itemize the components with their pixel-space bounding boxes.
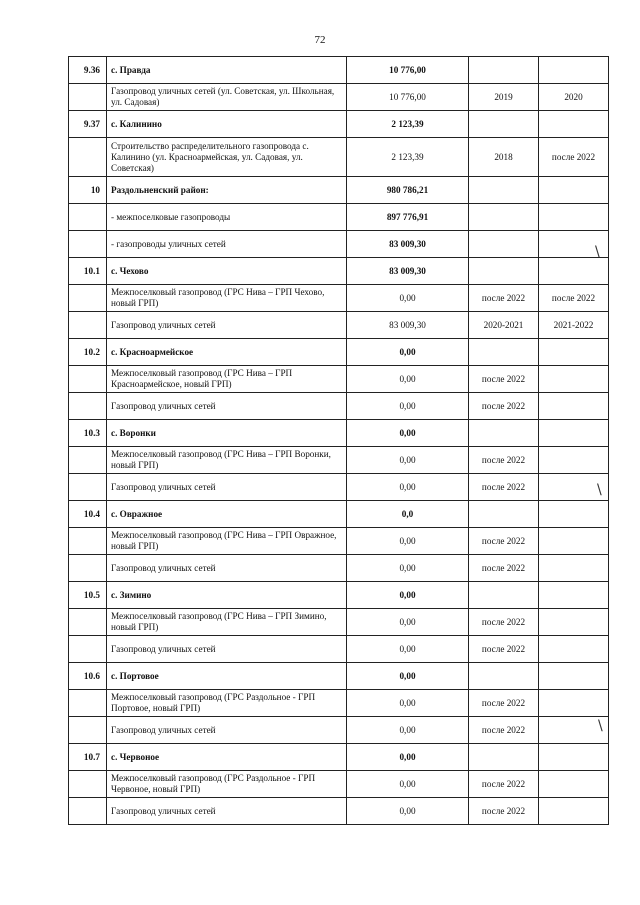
- table-row: [69, 717, 609, 744]
- table-row: [69, 339, 609, 366]
- row-start-year-cell: после 2022: [469, 528, 539, 555]
- row-end-year-cell: [539, 528, 609, 555]
- gas-pipeline-table: [68, 56, 609, 825]
- row-sum-cell: 2 123,39: [347, 111, 469, 138]
- row-name-cell: с. Червоное: [107, 744, 347, 771]
- table-row: [69, 204, 609, 231]
- row-start-year-cell: [469, 582, 539, 609]
- row-number-cell: 10.4: [69, 501, 107, 528]
- row-name-cell: с. Портовое: [107, 663, 347, 690]
- table-row: [69, 57, 609, 84]
- row-sum-cell: 10 776,00: [347, 84, 469, 111]
- table-row: [69, 420, 609, 447]
- row-end-year-cell: [539, 420, 609, 447]
- row-number-cell: [69, 798, 107, 825]
- row-sum-cell: 0,00: [347, 771, 469, 798]
- row-start-year-cell: [469, 420, 539, 447]
- row-sum-cell: 0,00: [347, 717, 469, 744]
- table-row: [69, 312, 609, 339]
- row-name-cell: с. Овражное: [107, 501, 347, 528]
- row-end-year-cell: [539, 447, 609, 474]
- row-number-cell: [69, 474, 107, 501]
- row-end-year-cell: [539, 339, 609, 366]
- row-number-cell: 10.2: [69, 339, 107, 366]
- row-name-cell: Межпоселковый газопровод (ГРС Нива – ГРП Овражное, новый ГРП): [107, 528, 347, 555]
- table-row: [69, 690, 609, 717]
- row-number-cell: [69, 138, 107, 177]
- row-start-year-cell: после 2022: [469, 609, 539, 636]
- row-sum-cell: 0,00: [347, 636, 469, 663]
- handwritten-tick-mark: \: [597, 482, 602, 498]
- table-row: [69, 798, 609, 825]
- table-row: [69, 231, 609, 258]
- table-row: [69, 258, 609, 285]
- page-number: 72: [314, 34, 326, 46]
- row-end-year-cell: [539, 366, 609, 393]
- row-sum-cell: 2 123,39: [347, 138, 469, 177]
- row-end-year-cell: [539, 690, 609, 717]
- table-row: [69, 555, 609, 582]
- row-sum-cell: 0,00: [347, 474, 469, 501]
- table-row: [69, 771, 609, 798]
- row-sum-cell: 0,00: [347, 366, 469, 393]
- row-number-cell: [69, 609, 107, 636]
- row-start-year-cell: [469, 501, 539, 528]
- row-number-cell: [69, 204, 107, 231]
- row-start-year-cell: после 2022: [469, 393, 539, 420]
- row-number-cell: [69, 636, 107, 663]
- row-start-year-cell: после 2022: [469, 366, 539, 393]
- row-start-year-cell: [469, 663, 539, 690]
- row-number-cell: 9.37: [69, 111, 107, 138]
- row-sum-cell: 0,00: [347, 339, 469, 366]
- row-sum-cell: 0,00: [347, 744, 469, 771]
- row-name-cell: Газопровод уличных сетей: [107, 312, 347, 339]
- row-start-year-cell: 2019: [469, 84, 539, 111]
- row-sum-cell: 0,00: [347, 663, 469, 690]
- row-start-year-cell: [469, 204, 539, 231]
- row-end-year-cell: [539, 582, 609, 609]
- row-number-cell: 10.7: [69, 744, 107, 771]
- row-name-cell: Газопровод уличных сетей: [107, 555, 347, 582]
- table-row: [69, 447, 609, 474]
- row-start-year-cell: после 2022: [469, 690, 539, 717]
- row-name-cell: с. Воронки: [107, 420, 347, 447]
- row-name-cell: Межпоселковый газопровод (ГРС Нива – ГРП Воронки, новый ГРП): [107, 447, 347, 474]
- row-name-cell: - межпоселковые газопроводы: [107, 204, 347, 231]
- row-name-cell: Межпоселковый газопровод (ГРС Раздольное - ГРП Портовое, новый ГРП): [107, 690, 347, 717]
- row-end-year-cell: [539, 609, 609, 636]
- row-name-cell: Межпоселковый газопровод (ГРС Нива – ГРП Зимино, новый ГРП): [107, 609, 347, 636]
- row-start-year-cell: после 2022: [469, 717, 539, 744]
- row-end-year-cell: 2021-2022: [539, 312, 609, 339]
- row-number-cell: [69, 555, 107, 582]
- row-number-cell: 10.1: [69, 258, 107, 285]
- row-number-cell: [69, 231, 107, 258]
- row-end-year-cell: [539, 798, 609, 825]
- row-end-year-cell: [539, 258, 609, 285]
- row-end-year-cell: [539, 501, 609, 528]
- table-row: [69, 663, 609, 690]
- row-name-cell: с. Чехово: [107, 258, 347, 285]
- row-end-year-cell: [539, 393, 609, 420]
- row-start-year-cell: после 2022: [469, 285, 539, 312]
- row-number-cell: [69, 717, 107, 744]
- row-sum-cell: 0,00: [347, 690, 469, 717]
- row-number-cell: 9.36: [69, 57, 107, 84]
- row-sum-cell: 0,00: [347, 528, 469, 555]
- row-name-cell: Газопровод уличных сетей: [107, 393, 347, 420]
- table-row: [69, 582, 609, 609]
- row-number-cell: [69, 366, 107, 393]
- row-start-year-cell: после 2022: [469, 798, 539, 825]
- row-start-year-cell: [469, 339, 539, 366]
- row-sum-cell: 0,00: [347, 393, 469, 420]
- row-end-year-cell: после 2022: [539, 138, 609, 177]
- row-start-year-cell: [469, 177, 539, 204]
- row-name-cell: с. Калинино: [107, 111, 347, 138]
- row-start-year-cell: [469, 258, 539, 285]
- row-sum-cell: 0,00: [347, 447, 469, 474]
- row-sum-cell: 10 776,00: [347, 57, 469, 84]
- row-start-year-cell: [469, 57, 539, 84]
- table-row: [69, 177, 609, 204]
- row-number-cell: 10.5: [69, 582, 107, 609]
- row-sum-cell: 0,00: [347, 285, 469, 312]
- row-number-cell: 10.6: [69, 663, 107, 690]
- row-sum-cell: 980 786,21: [347, 177, 469, 204]
- row-start-year-cell: после 2022: [469, 771, 539, 798]
- row-name-cell: с. Красноармейское: [107, 339, 347, 366]
- row-name-cell: с. Зимино: [107, 582, 347, 609]
- row-sum-cell: 83 009,30: [347, 258, 469, 285]
- row-number-cell: 10.3: [69, 420, 107, 447]
- table-row: [69, 501, 609, 528]
- row-number-cell: [69, 690, 107, 717]
- row-end-year-cell: [539, 111, 609, 138]
- row-number-cell: [69, 285, 107, 312]
- row-name-cell: Газопровод уличных сетей: [107, 636, 347, 663]
- row-number-cell: [69, 528, 107, 555]
- row-start-year-cell: после 2022: [469, 636, 539, 663]
- row-number-cell: [69, 447, 107, 474]
- table-row: [69, 528, 609, 555]
- row-name-cell: с. Правда: [107, 57, 347, 84]
- table-row: [69, 138, 609, 177]
- row-name-cell: - газопроводы уличных сетей: [107, 231, 347, 258]
- row-end-year-cell: [539, 663, 609, 690]
- row-end-year-cell: 2020: [539, 84, 609, 111]
- row-number-cell: 10: [69, 177, 107, 204]
- row-start-year-cell: после 2022: [469, 555, 539, 582]
- row-number-cell: [69, 393, 107, 420]
- row-end-year-cell: [539, 636, 609, 663]
- table-row: [69, 744, 609, 771]
- table-row: [69, 393, 609, 420]
- row-start-year-cell: [469, 744, 539, 771]
- row-number-cell: [69, 312, 107, 339]
- row-name-cell: Межпоселковый газопровод (ГРС Раздольное - ГРП Червоное, новый ГРП): [107, 771, 347, 798]
- row-name-cell: Раздольненский район:: [107, 177, 347, 204]
- table-body: [69, 57, 609, 825]
- row-number-cell: [69, 771, 107, 798]
- handwritten-tick-mark: \: [595, 244, 600, 260]
- row-end-year-cell: [539, 555, 609, 582]
- table-row: [69, 474, 609, 501]
- handwritten-tick-mark: \: [598, 718, 603, 734]
- row-name-cell: Межпоселковый газопровод (ГРС Нива – ГРП Красноармейское, новый ГРП): [107, 366, 347, 393]
- row-end-year-cell: [539, 744, 609, 771]
- row-name-cell: Газопровод уличных сетей: [107, 798, 347, 825]
- table-row: [69, 111, 609, 138]
- row-sum-cell: 0,00: [347, 555, 469, 582]
- row-sum-cell: 83 009,30: [347, 231, 469, 258]
- row-start-year-cell: [469, 111, 539, 138]
- row-sum-cell: 0,00: [347, 609, 469, 636]
- row-end-year-cell: [539, 771, 609, 798]
- row-number-cell: [69, 84, 107, 111]
- row-start-year-cell: после 2022: [469, 447, 539, 474]
- row-name-cell: Газопровод уличных сетей (ул. Советская, ул. Школьная, ул. Садовая): [107, 84, 347, 111]
- row-sum-cell: 0,0: [347, 501, 469, 528]
- row-sum-cell: 897 776,91: [347, 204, 469, 231]
- table-row: [69, 636, 609, 663]
- row-end-year-cell: после 2022: [539, 285, 609, 312]
- row-sum-cell: 0,00: [347, 420, 469, 447]
- row-sum-cell: 83 009,30: [347, 312, 469, 339]
- table-row: [69, 84, 609, 111]
- table-row: [69, 609, 609, 636]
- row-name-cell: Межпоселковый газопровод (ГРС Нива – ГРП Чехово, новый ГРП): [107, 285, 347, 312]
- row-end-year-cell: [539, 177, 609, 204]
- row-start-year-cell: после 2022: [469, 474, 539, 501]
- row-name-cell: Газопровод уличных сетей: [107, 474, 347, 501]
- row-start-year-cell: 2018: [469, 138, 539, 177]
- row-name-cell: Газопровод уличных сетей: [107, 717, 347, 744]
- row-end-year-cell: [539, 57, 609, 84]
- row-name-cell: Строительство распределительного газопровода с. Калинино (ул. Красноармейская, ул. Садовая, ул. Советская): [107, 138, 347, 177]
- row-end-year-cell: [539, 204, 609, 231]
- row-start-year-cell: 2020-2021: [469, 312, 539, 339]
- table-row: [69, 366, 609, 393]
- row-start-year-cell: [469, 231, 539, 258]
- row-sum-cell: 0,00: [347, 798, 469, 825]
- table-row: [69, 285, 609, 312]
- row-sum-cell: 0,00: [347, 582, 469, 609]
